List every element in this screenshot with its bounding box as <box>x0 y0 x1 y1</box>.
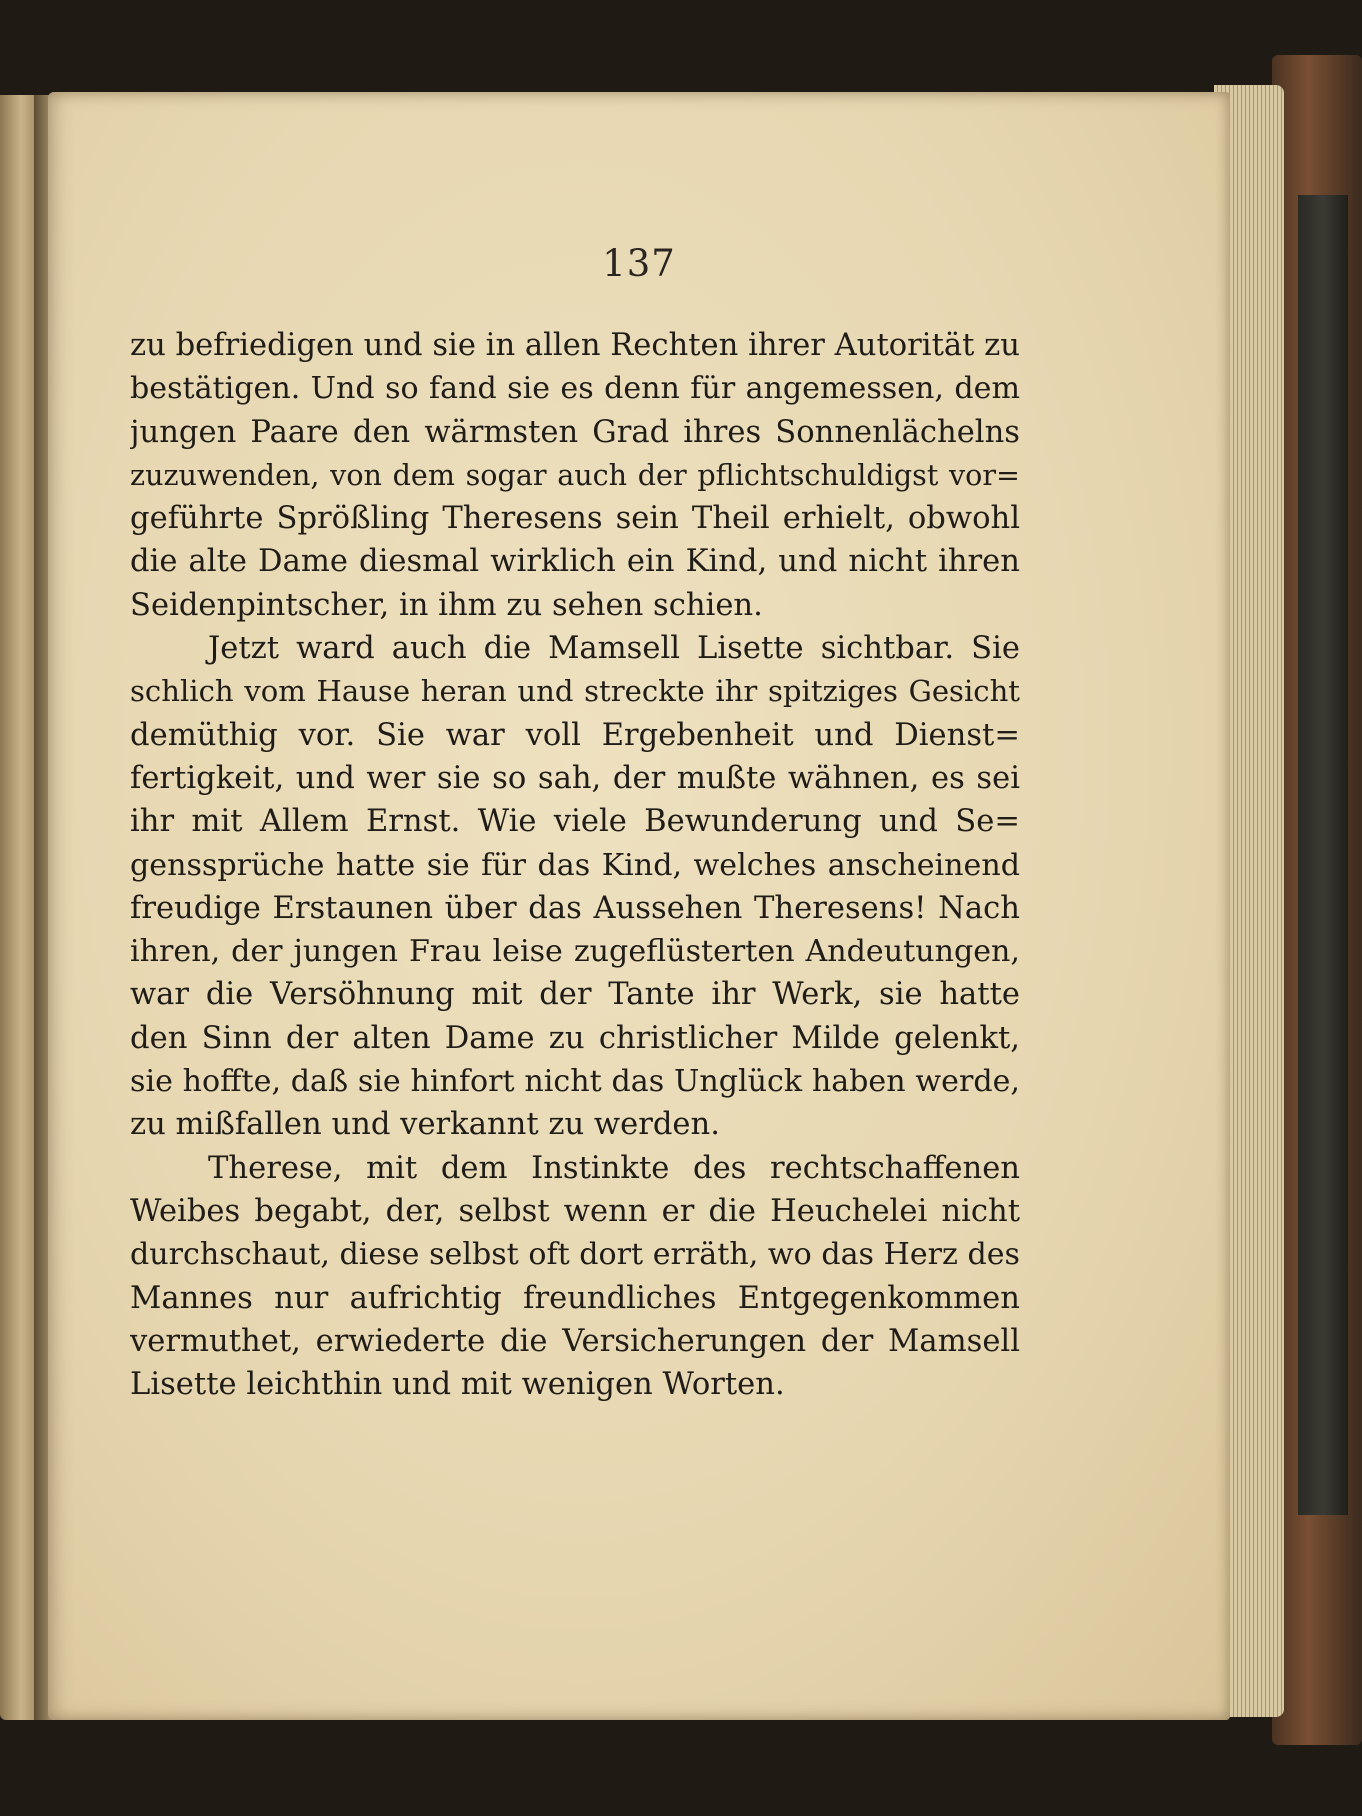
previous-page-edge <box>0 95 38 1720</box>
text-line: ihr mit Allem Ernst. Wie viele Bewunderung und Se= <box>130 804 1020 840</box>
cover-spine-strip <box>1298 195 1348 1515</box>
text-line: jungen Paare den wärmsten Grad ihres Sonnenlächelns <box>130 414 1020 450</box>
text-line: den Sinn der alten Dame zu christlicher Milde gelenkt, <box>130 1020 1020 1056</box>
text-line: ihren, der jungen Frau leise zugeflüsterten Andeutungen, <box>130 934 1020 970</box>
text-line: demüthig vor. Sie war voll Ergebenheit und Dienst= <box>130 717 1020 753</box>
text-line: schlich vom Hause heran und streckte ihr spitziges Gesicht <box>130 674 1020 709</box>
text-line: durchschaut, diese selbst oft dort erräth, wo das Herz des <box>130 1237 1020 1273</box>
body-text <box>130 324 1020 1406</box>
text-line: zu mißfallen und verkannt zu werden. <box>130 1107 720 1143</box>
text-line: geführte Sprößling Theresens sein Theil erhielt, obwohl <box>130 501 1020 537</box>
text-line: Seidenpintscher, in ihm zu sehen schien. <box>130 587 763 623</box>
book-page <box>48 92 1230 1720</box>
text-line: Weibes begabt, der, selbst wenn er die Heuchelei nicht <box>130 1193 1020 1229</box>
page-number: 137 <box>602 242 676 285</box>
text-line: vermuthet, erwiederte die Versicherungen der Mamsell <box>130 1323 1020 1359</box>
text-line: die alte Dame diesmal wirklich ein Kind, und nicht ihren <box>130 544 1020 580</box>
text-line: sie hoffte, daß sie hinfort nicht das Unglück haben werde, <box>130 1064 1020 1100</box>
text-line: bestätigen. Und so fand sie es denn für angemessen, dem <box>130 371 1020 407</box>
text-line: genssprüche hatte sie für das Kind, welches anscheinend <box>130 847 1020 883</box>
text-line: Lisette leichthin und mit wenigen Worten. <box>130 1367 785 1403</box>
text-line: Mannes nur aufrichtig freundliches Entgegenkommen <box>130 1280 1020 1316</box>
text-line: zu befriedigen und sie in allen Rechten ihrer Autorität zu <box>130 328 1020 363</box>
text-line: fertigkeit, und wer sie so sah, der mußte wähnen, es sei <box>130 760 1020 796</box>
text-line: zuzuwenden, von dem sogar auch der pflichtschuldigst vor= <box>130 457 1020 492</box>
text-line: freudige Erstaunen über das Aussehen Theresens! Nach <box>130 890 1020 926</box>
text-line: Therese, mit dem Instinkte des rechtschaffenen <box>208 1150 1020 1186</box>
text-line: Jetzt ward auch die Mamsell Lisette sichtbar. Sie <box>208 631 1020 667</box>
text-line: war die Versöhnung mit der Tante ihr Werk, sie hatte <box>130 977 1020 1013</box>
